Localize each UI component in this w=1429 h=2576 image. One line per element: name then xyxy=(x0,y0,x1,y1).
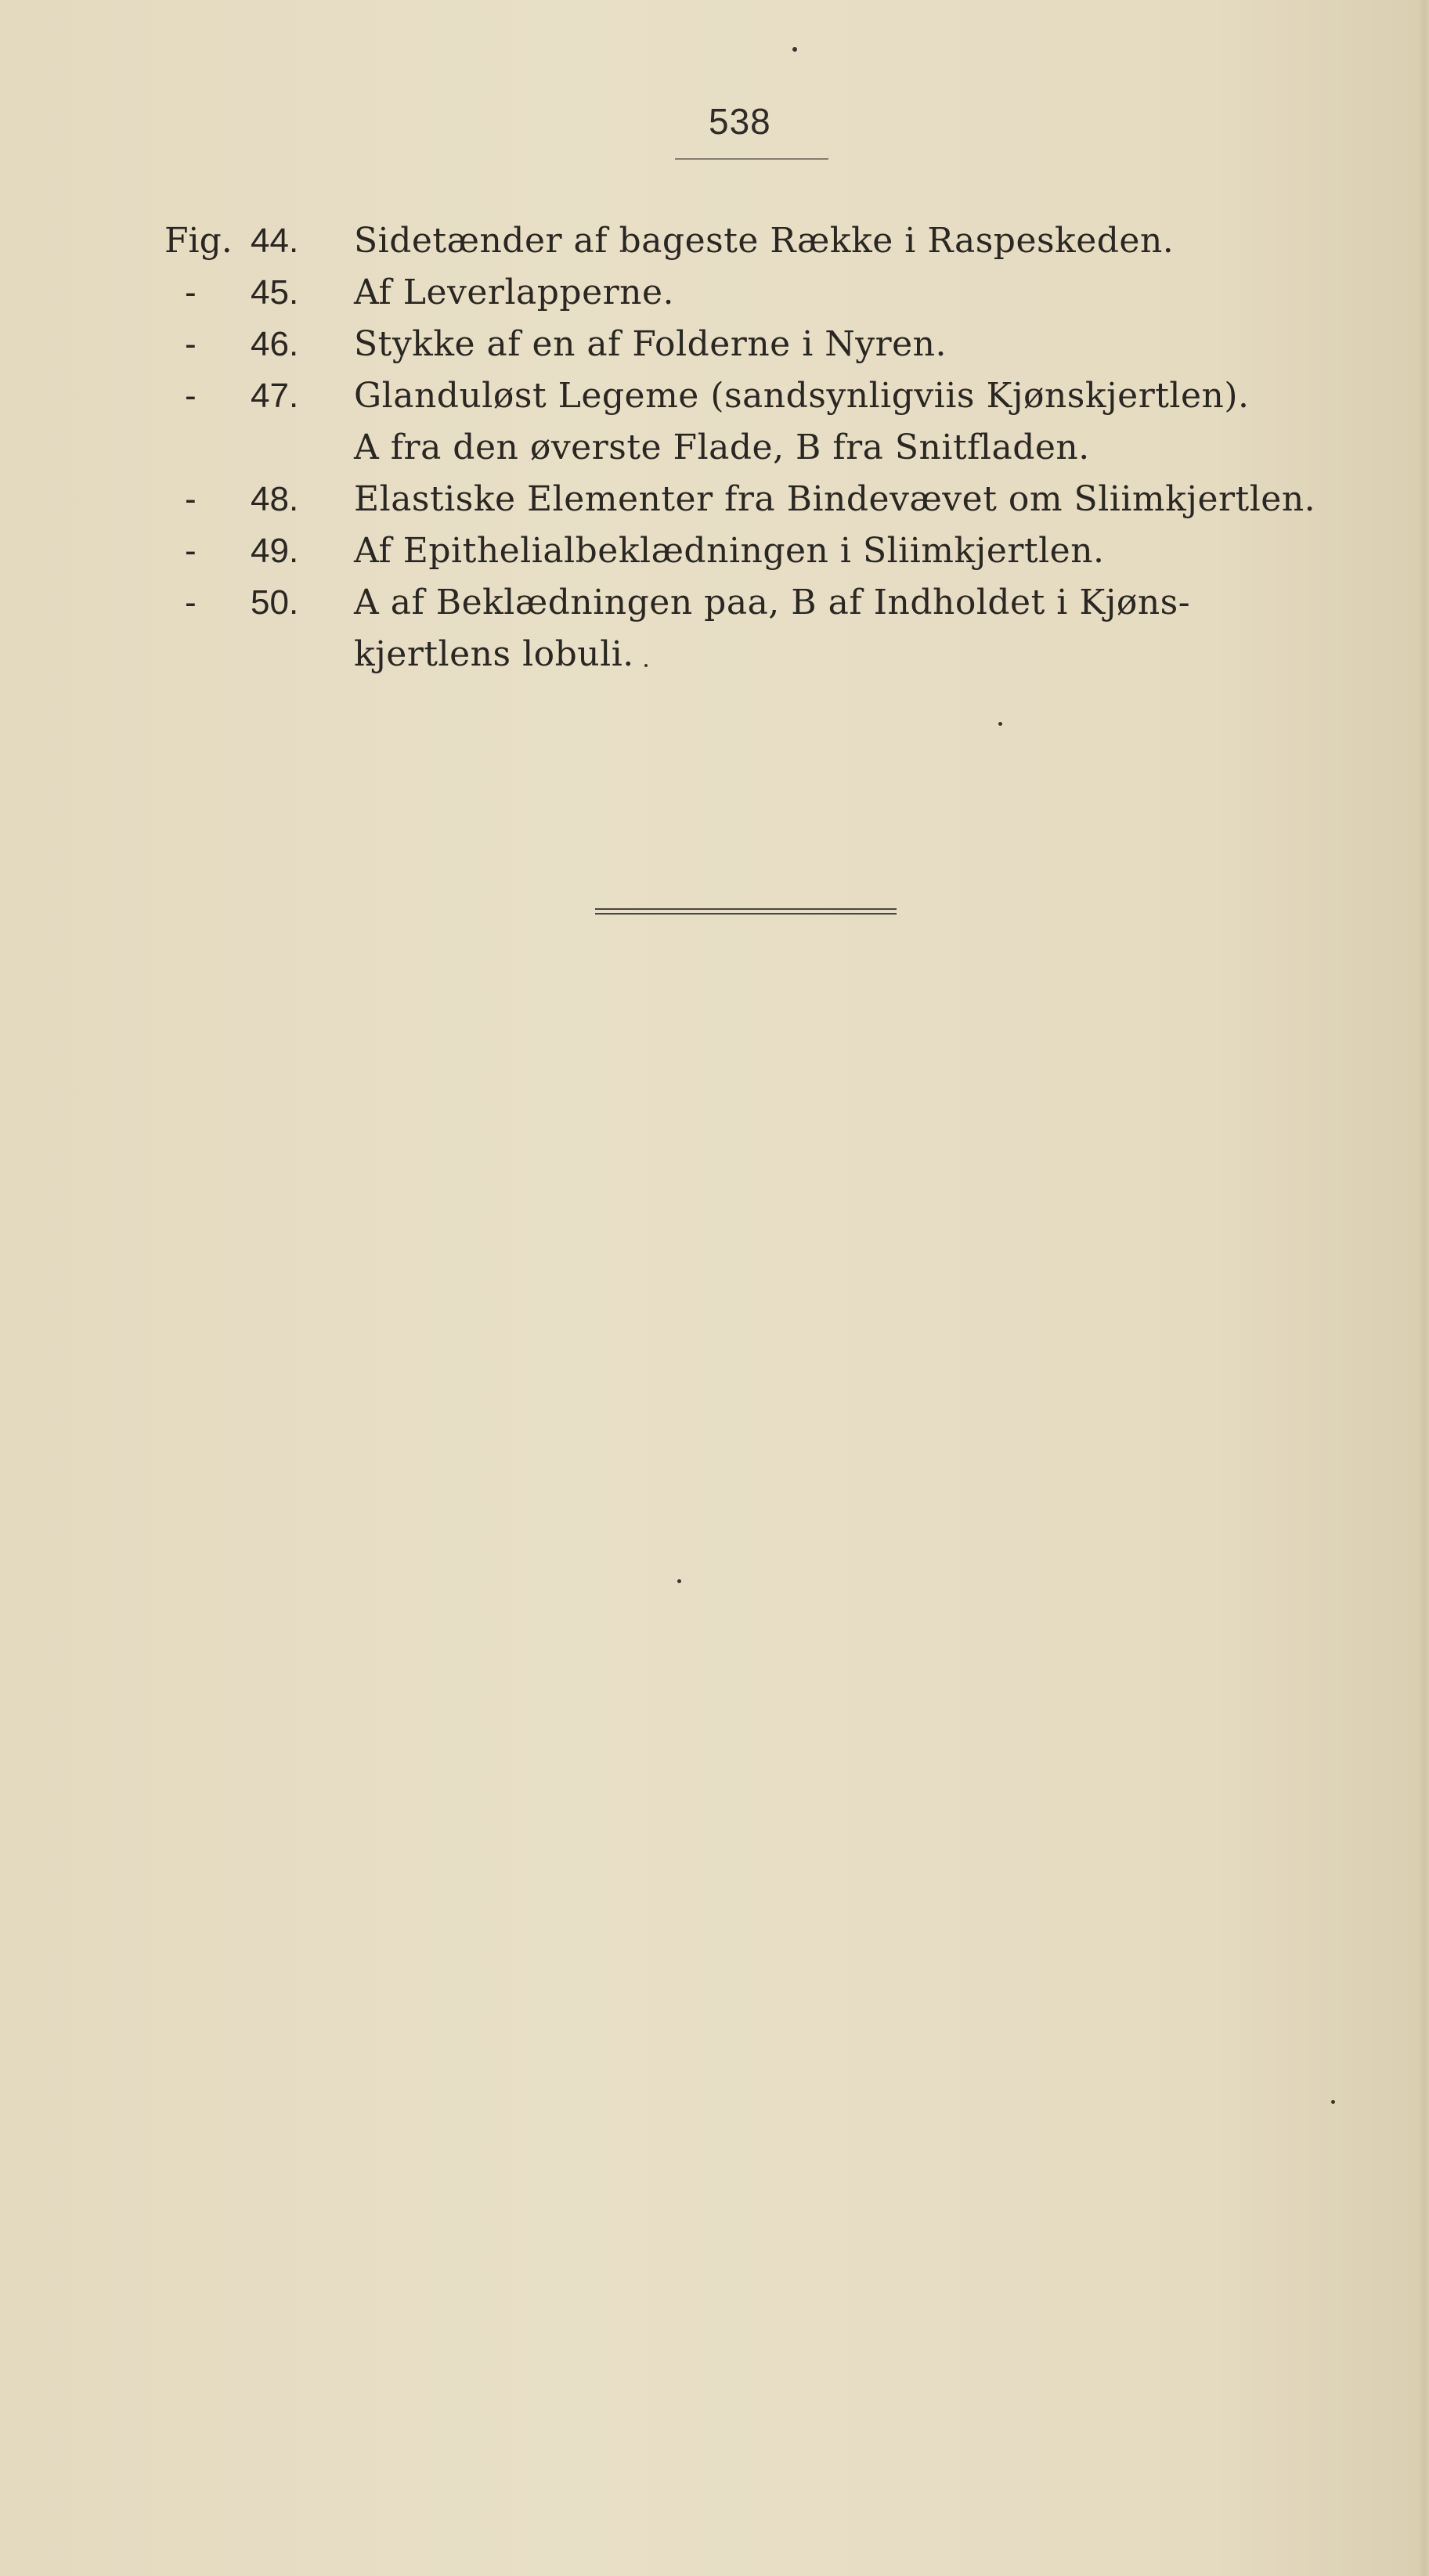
caption-text: kjertlens lobuli. xyxy=(354,634,634,674)
caption-continuation xyxy=(0,422,1429,474)
fig-prefix: Fig. xyxy=(164,221,233,261)
caption-row xyxy=(0,474,1429,525)
page-number: 538 xyxy=(709,101,771,142)
paper-speck xyxy=(792,47,797,52)
caption-row xyxy=(0,319,1429,370)
fig-number: 48. xyxy=(251,480,299,518)
caption-continuation xyxy=(0,629,1429,680)
fig-number: 46. xyxy=(251,325,299,363)
ditto-dash: - xyxy=(185,532,197,570)
fig-number: 50. xyxy=(251,583,299,622)
ditto-dash: - xyxy=(185,583,197,622)
page-number-underline xyxy=(675,158,828,160)
ditto-dash: - xyxy=(185,377,197,415)
paper-speck xyxy=(1331,2100,1335,2104)
caption-text: Sidetænder af bageste Række i Raspeskeden. xyxy=(354,221,1175,261)
fig-number: 47. xyxy=(251,377,299,415)
ditto-dash: - xyxy=(185,325,197,363)
ditto-dash: - xyxy=(185,273,197,312)
caption-text: A af Beklædningen paa, B af Indholdet i Kjøns- xyxy=(354,583,1191,622)
ditto-dash: - xyxy=(185,480,197,518)
caption-text: Elastiske Elementer fra Bindevævet om Sliimkjertlen. xyxy=(354,479,1316,519)
caption-row xyxy=(0,215,1429,267)
caption-row xyxy=(0,370,1429,422)
caption-text: Stykke af en af Folderne i Nyren. xyxy=(354,324,947,364)
caption-row xyxy=(0,525,1429,577)
fig-number: 44. xyxy=(251,222,299,260)
paper-speck xyxy=(644,664,648,667)
caption-row xyxy=(0,577,1429,629)
caption-text: Glanduløst Legeme (sandsynligviis Kjønskjertlen). xyxy=(354,376,1250,416)
paper-speck xyxy=(998,722,1002,726)
section-end-double-rule xyxy=(595,908,897,915)
caption-text: Af Leverlapperne. xyxy=(354,272,675,312)
figure-caption-list xyxy=(0,215,1429,680)
caption-text: A fra den øverste Flade, B fra Snitfladen. xyxy=(354,428,1090,467)
fig-number: 45. xyxy=(251,273,299,312)
caption-row xyxy=(0,267,1429,319)
fig-number: 49. xyxy=(251,532,299,570)
paper-speck xyxy=(677,1579,681,1583)
caption-text: Af Epithelialbeklædningen i Sliimkjertlen. xyxy=(354,531,1105,571)
